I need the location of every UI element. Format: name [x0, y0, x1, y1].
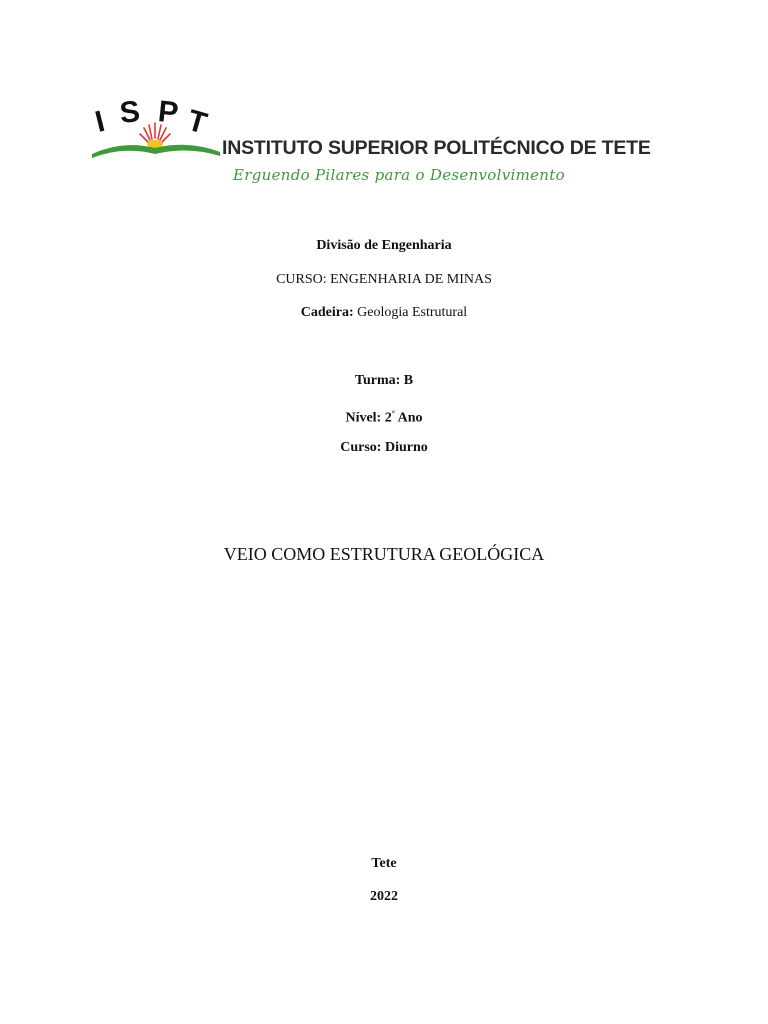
course-line: CURSO: ENGENHARIA DE MINAS [276, 272, 492, 287]
subject-value: Geologia Estrutural [357, 305, 468, 320]
level-suffix: Ano [394, 410, 423, 426]
logo-letter: I [91, 104, 109, 139]
logo-letter: S [118, 95, 142, 130]
level-sup: ° [391, 409, 395, 418]
level-prefix: Nível: 2 [345, 410, 392, 426]
subject-label: Cadeira: [300, 305, 354, 320]
document-title: VEIO COMO ESTRUTURA GEOLÓGICA [223, 544, 545, 564]
division-line: Divisão de Engenharia [316, 238, 452, 253]
year-line: 2022 [370, 889, 398, 904]
city-line: Tete [371, 856, 397, 871]
institute-slogan: Erguendo Pilares para o Desenvolvimento [233, 166, 565, 184]
class-line: Turma: B [354, 373, 414, 388]
logo-letter: T [183, 103, 211, 141]
ispt-logo-icon [88, 92, 228, 164]
institute-name: INSTITUTO SUPERIOR POLITÉCNICO DE TETE [222, 137, 651, 159]
ispt-logo [88, 92, 228, 164]
subject-line [0, 304, 768, 322]
level-line [0, 405, 768, 428]
schedule-line: Curso: Diurno [340, 440, 428, 455]
logo-letter: P [156, 95, 180, 130]
